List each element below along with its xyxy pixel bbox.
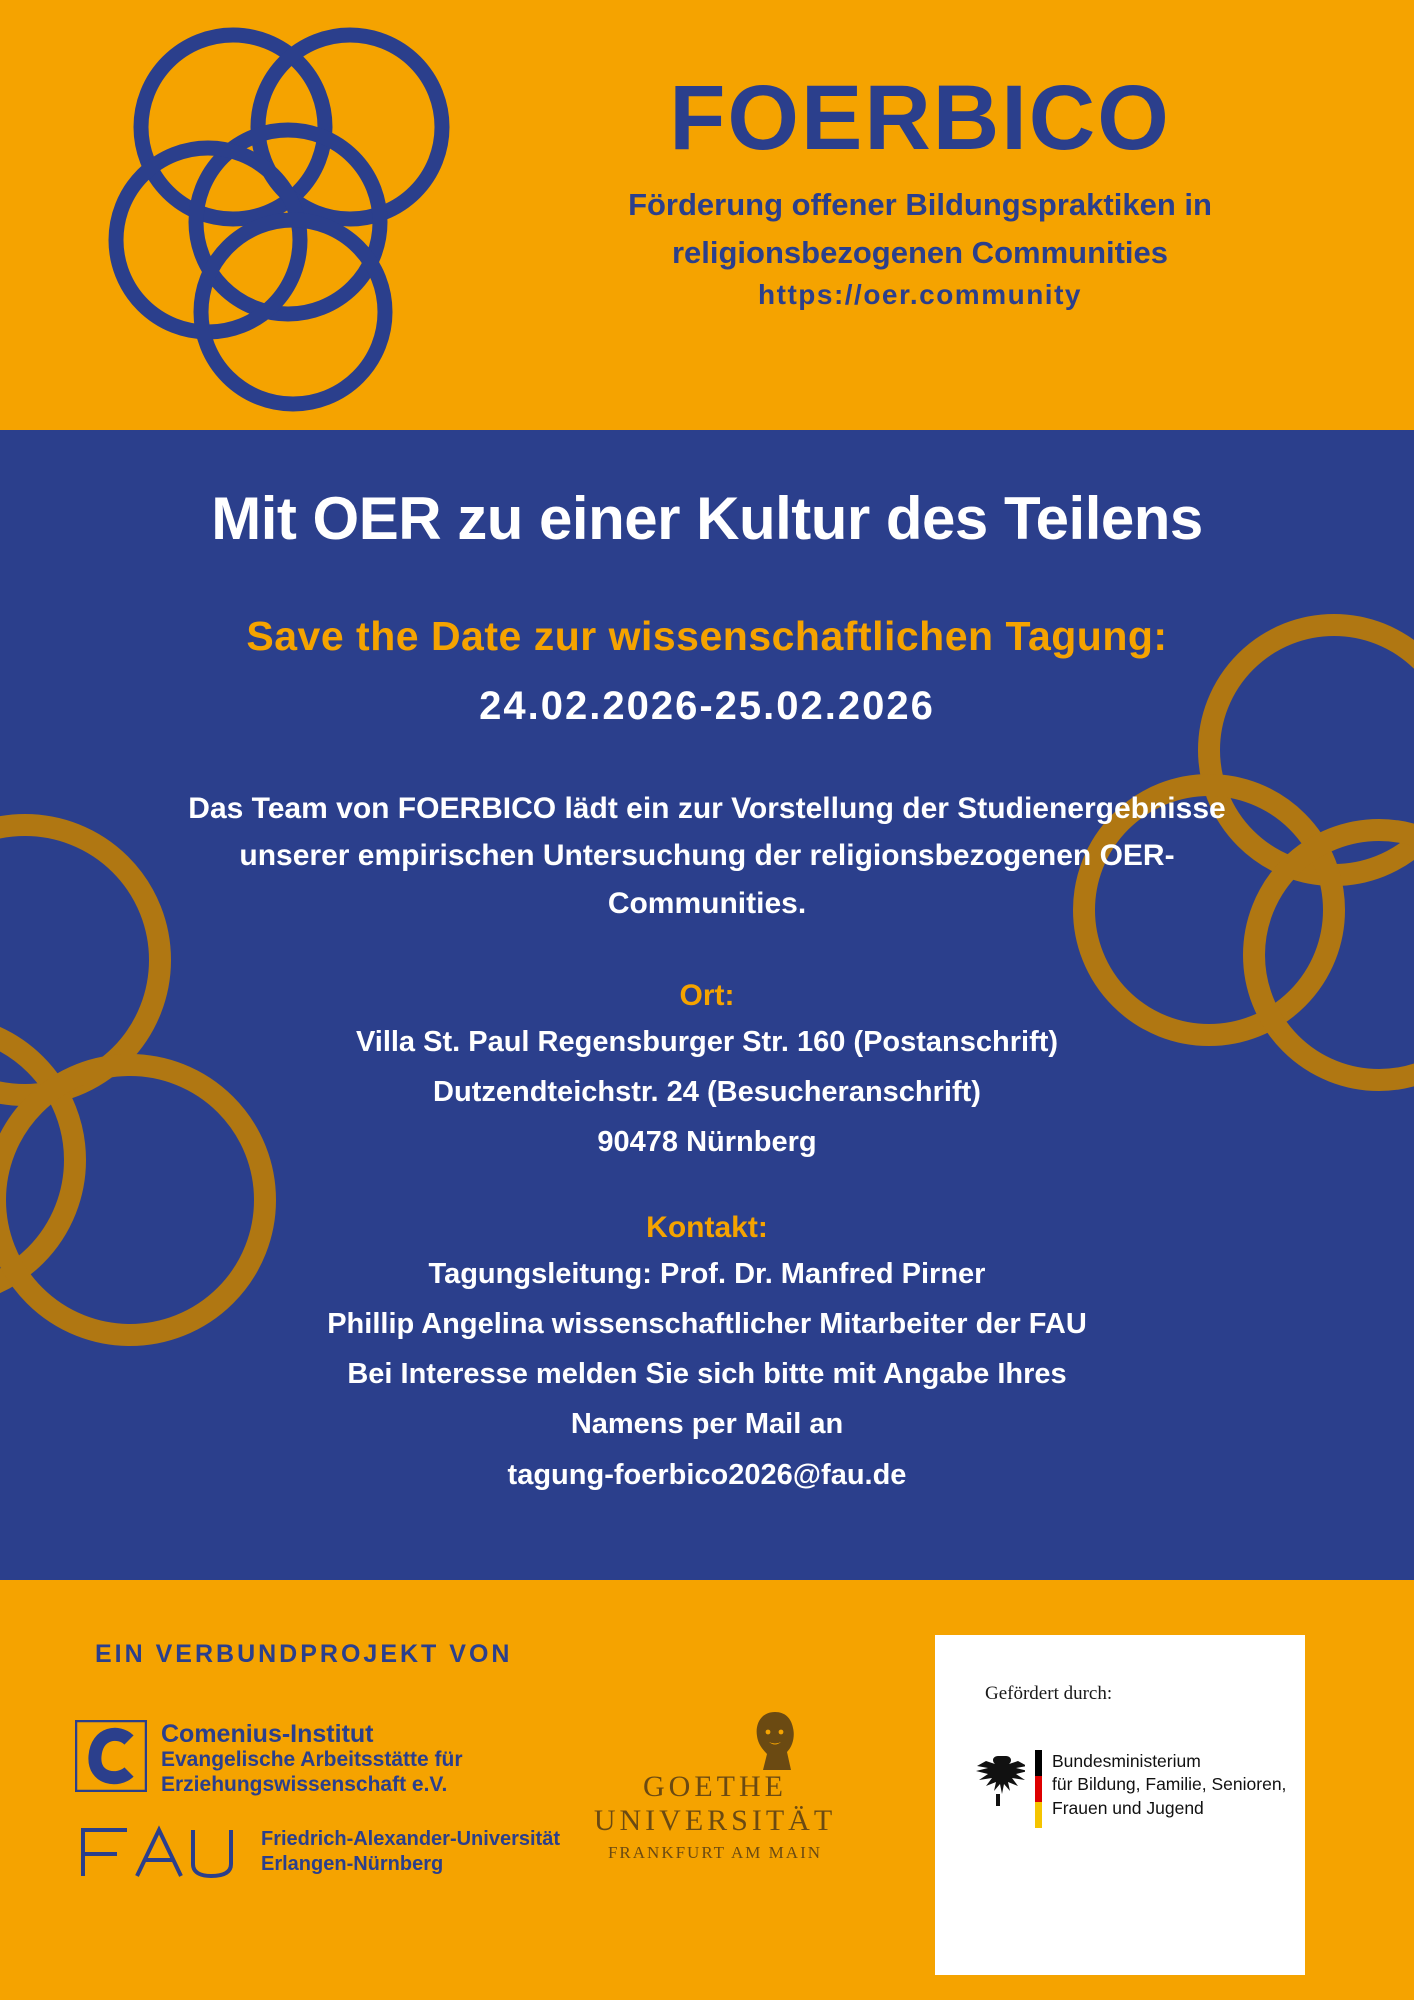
fau-line-1: Friedrich-Alexander-Universität bbox=[261, 1828, 560, 1851]
five-overlapping-circles-rosette-icon bbox=[88, 22, 488, 412]
fau-wordmark-icon bbox=[75, 1824, 243, 1880]
tagline-line-1: Förderung offener Bildungspraktiken in bbox=[628, 186, 1212, 222]
poster-main bbox=[0, 430, 1414, 1580]
save-the-date-label: Save the Date zur wissenschaftlichen Tagung: bbox=[246, 613, 1168, 659]
goethe-line-3: FRANKFURT AM MAIN bbox=[607, 1843, 823, 1862]
comenius-subtitle-2: Erziehungswissenschaft e.V. bbox=[161, 1772, 448, 1796]
goethe-line-2: UNIVERSITÄT bbox=[593, 1804, 837, 1837]
ministry-line-1: Bundesministerium bbox=[1052, 1751, 1201, 1771]
event-dates: 24.02.2026-25.02.2026 bbox=[479, 684, 935, 728]
contact-line: Bei Interesse melden Sie sich bitte mit Angabe Ihres bbox=[347, 1358, 1067, 1391]
goethe-universitaet-logo bbox=[585, 1770, 845, 1863]
location-line: Dutzendteichstr. 24 (Besucheranschrift) bbox=[433, 1076, 981, 1109]
goethe-portrait-icon bbox=[735, 1708, 815, 1774]
contact-email[interactable]: tagung-foerbico2026@fau.de bbox=[507, 1458, 907, 1491]
contact-line: Namens per Mail an bbox=[570, 1408, 844, 1441]
poster-footer bbox=[0, 1580, 1414, 2000]
intro-paragraph: Das Team von FOERBICO lädt ein zur Vorstellung der Studienergebnisse unserer empirischen Untersuchung der religionsbezogenen OER-Communities. bbox=[188, 792, 1226, 920]
contact-line: Phillip Angelina wissenschaftlicher Mitarbeiter der FAU bbox=[327, 1308, 1087, 1341]
contact-label: Kontakt: bbox=[646, 1211, 768, 1245]
location-label: Ort: bbox=[679, 979, 735, 1013]
funding-label: Gefördert durch: bbox=[985, 1683, 1113, 1704]
fau-line-2: Erlangen-Nürnberg bbox=[261, 1852, 444, 1875]
comenius-subtitle-1: Evangelische Arbeitsstätte für bbox=[161, 1748, 463, 1771]
project-url[interactable]: https://oer.community bbox=[758, 278, 1082, 310]
location-line: 90478 Nürnberg bbox=[597, 1126, 817, 1159]
comenius-name: Comenius-Institut bbox=[161, 1720, 374, 1748]
main-content bbox=[0, 484, 1414, 1496]
goethe-line-1: GOETHE bbox=[643, 1770, 787, 1803]
brand-title: FOERBICO bbox=[669, 67, 1171, 169]
fau-logo bbox=[75, 1824, 595, 1880]
location-line: Villa St. Paul Regensburger Str. 160 (Postanschrift) bbox=[355, 1026, 1059, 1059]
partner-logos bbox=[75, 1720, 595, 1880]
comenius-c-monogram-icon bbox=[75, 1720, 147, 1792]
page-title: Mit OER zu einer Kultur des Teilens bbox=[211, 485, 1203, 552]
funding-panel bbox=[935, 1635, 1305, 1975]
german-flag-bar-icon bbox=[1035, 1750, 1042, 1828]
tagline-line-2: religionsbezogenen Communities bbox=[671, 234, 1169, 270]
federal-eagle-icon bbox=[971, 1750, 1025, 1808]
ministry-line-2: für Bildung, Familie, Senioren, bbox=[1052, 1774, 1287, 1795]
comenius-institut-logo bbox=[75, 1720, 595, 1798]
partners-label: EIN VERBUNDPROJEKT VON bbox=[95, 1640, 513, 1668]
contact-line: Tagungsleitung: Prof. Dr. Manfred Pirner bbox=[428, 1258, 986, 1291]
header-text-block bbox=[480, 67, 1360, 311]
ministry-line-3: Frauen und Jugend bbox=[1052, 1797, 1204, 1818]
poster-header bbox=[0, 0, 1414, 430]
